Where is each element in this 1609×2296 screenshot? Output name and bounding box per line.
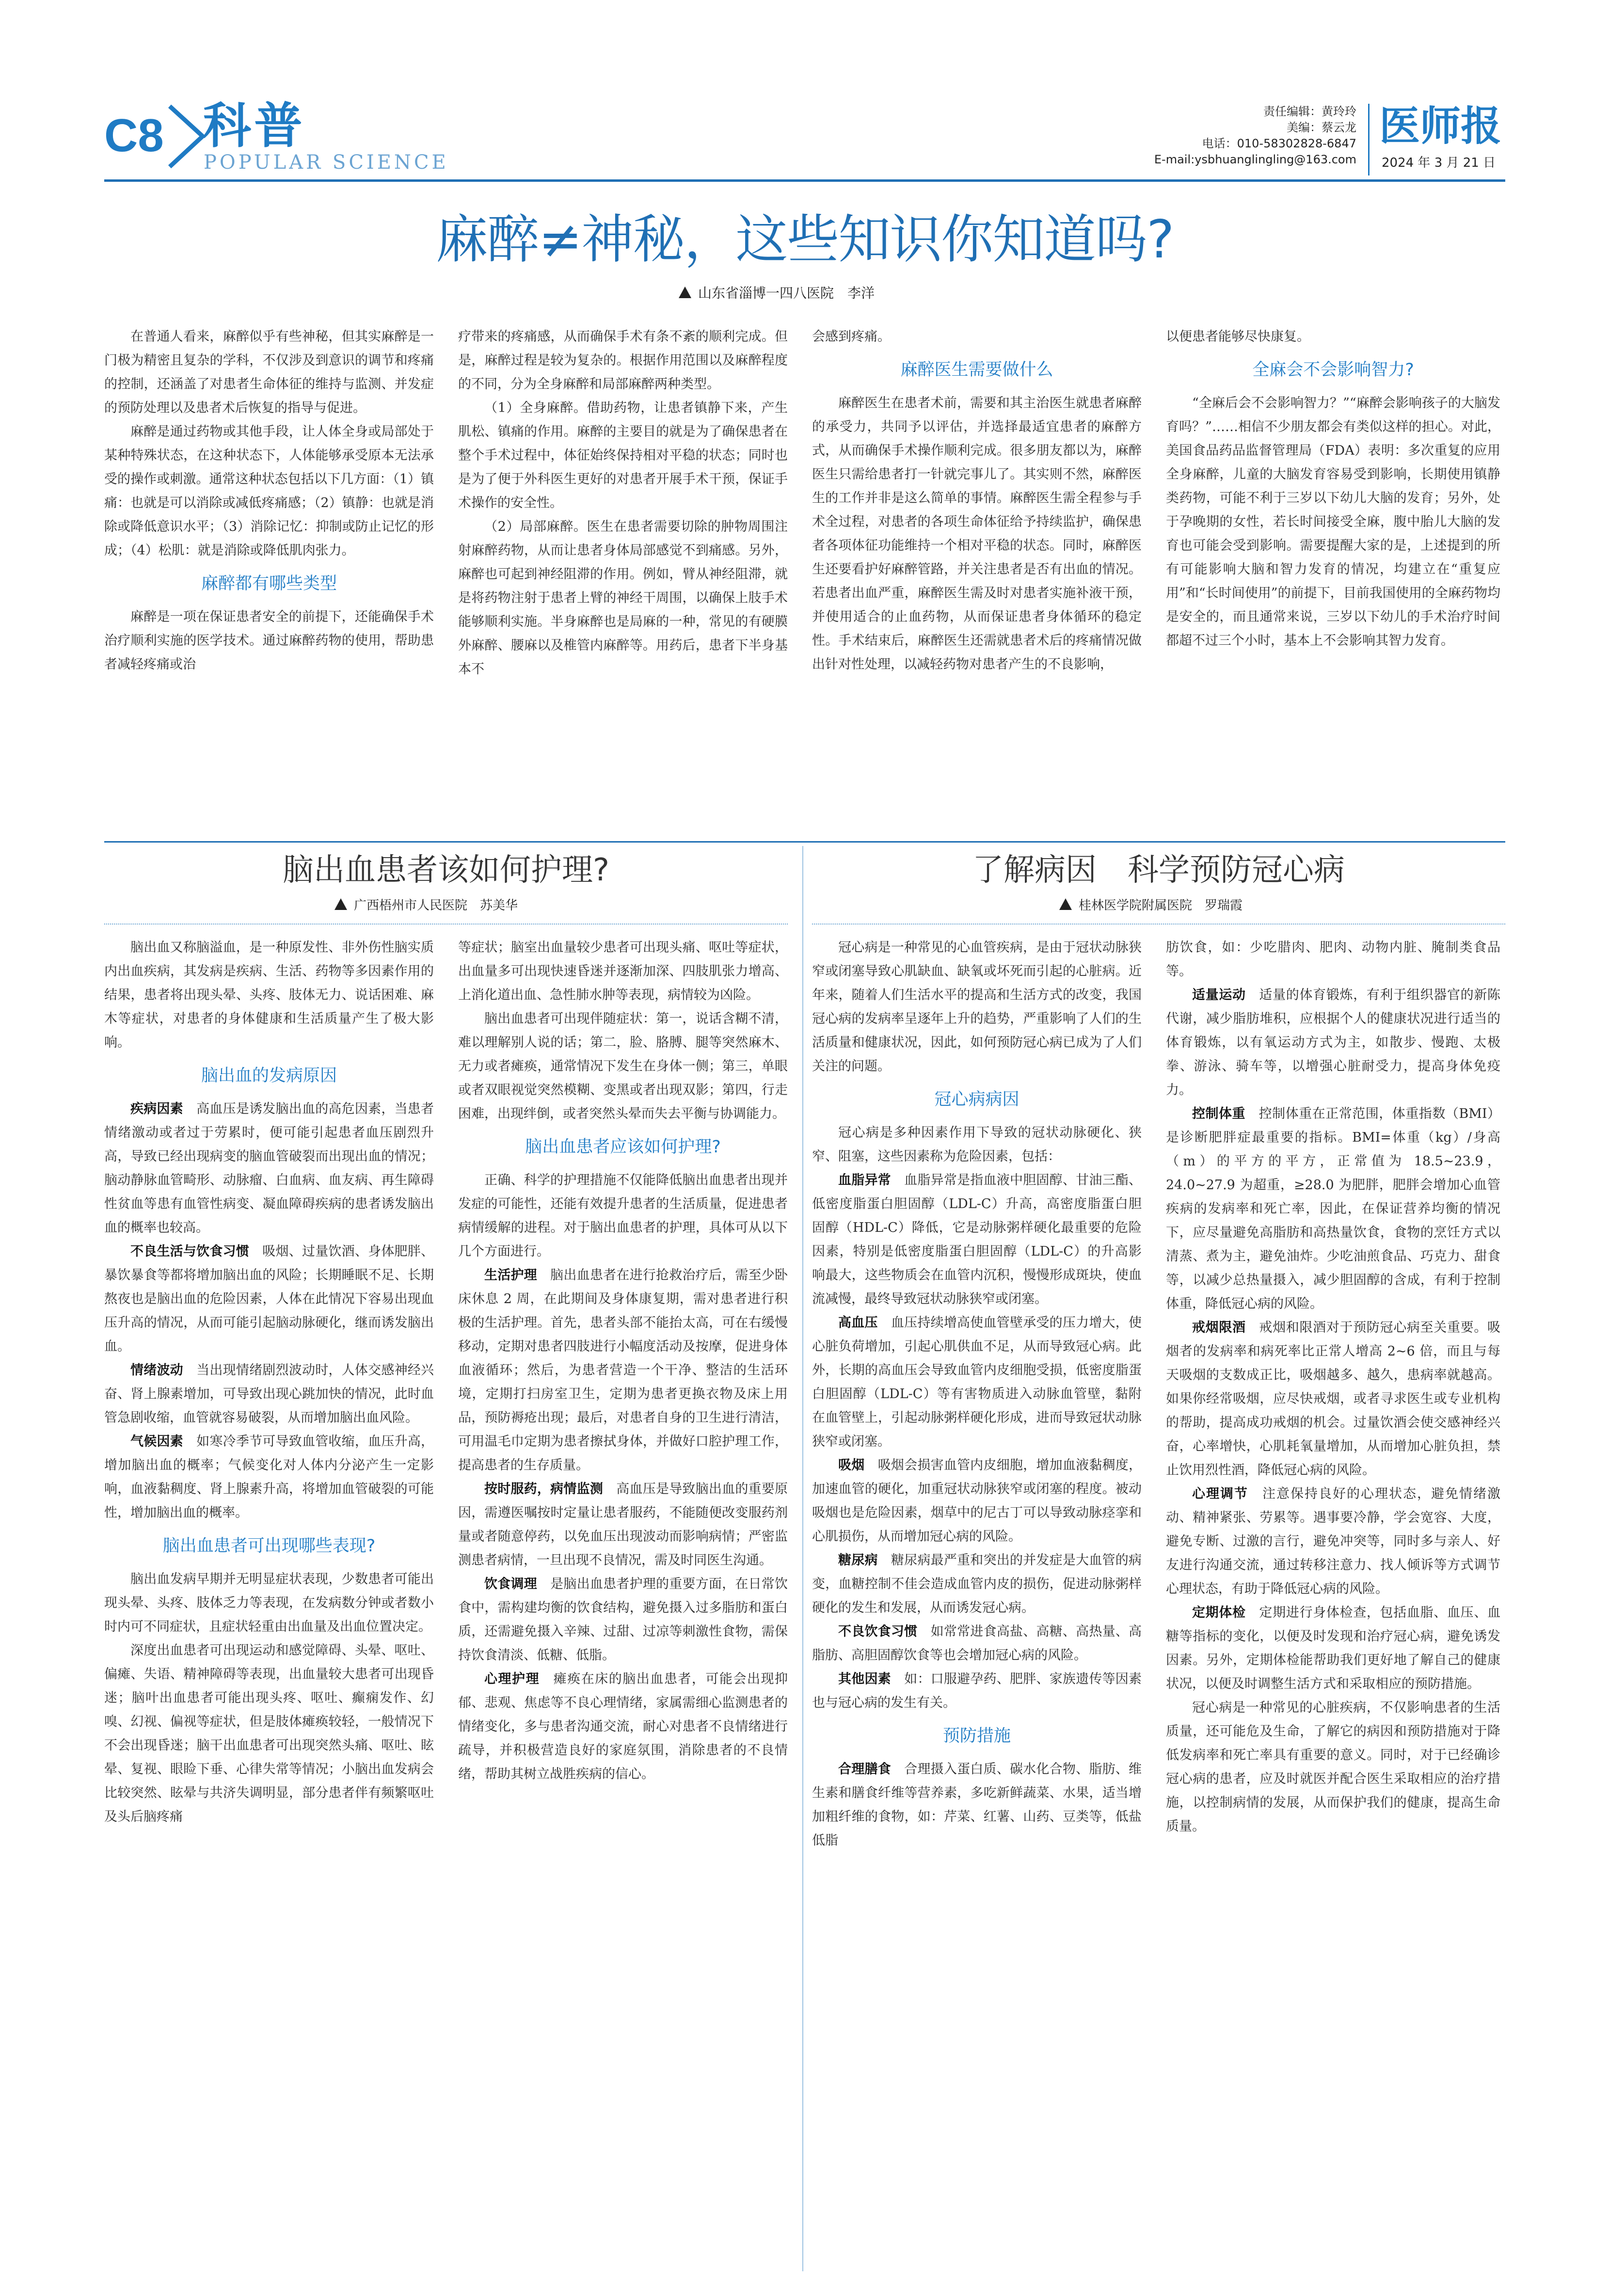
- article-1-col-3: 会感到疼痛。 麻醉医生需要做什么 麻醉医生在患者术前，需要和其主治医生就患者麻醉的承受力，共同予以评估，并选择最适宜患者的麻醉方式，从而确保手术操作顺利完成。很多朋友都以为，麻醉医生只需给患者打一针就完事儿了。其实则不然，麻醉医生的工作并非是这么简单的事情。麻醉医生需全程参与手术全过程，对患者的各项生命体征给予持续监护，确保患者各项体征功能维持一个相对平稳的状态。同时，麻醉医生还要看护好麻醉管路，并关注患者是否有出血的情况。若患者出血严重，麻醉医生需及时对患者实施补液干预，并使用适合的止血药物，从而保证患者身体循环的稳定性。手术结束后，麻醉医生还需就患者术后的疼痛情况做出针对性处理，以减轻药物对患者产生的不良影响，: [812, 329, 1142, 672]
- paragraph-keyword: 高血压: [838, 1315, 878, 1330]
- paragraph-text: 脑出血患者在进行抢救治疗后，需至少卧床休息 2 周，在此期间及身体康复期，需对患者进行积极的生活护理。首先，患者头部不能抬太高，可在右缓慢移动，定期对患者四肢进行小幅度活动及按摩，促进身体血液循环；然后，为患者营造一个干净、整洁的生活环境，定期打扫房室卫生，定期为患者更换衣物及床上用品，预防褥疮出现；最后，对患者自身的卫生进行清洁，可用温毛巾定期为患者擦拭身体，并做好口腔护理工作，提高患者的生存质量。: [458, 1268, 788, 1473]
- paragraph-keyword: 合理膳食: [838, 1762, 891, 1777]
- paragraph: [812, 1168, 1142, 1311]
- paragraph: [104, 1358, 434, 1430]
- article-1-col-2: 疗带来的疼痛感，从而确保手术有条不紊的顺利完成。但是，麻醉过程是较为复杂的。根据作用范围以及麻醉程度的不同，分为全身麻醉和局部麻醉两种类型。 （1）全身麻醉。借助药物，让患者镇静下来，产生肌松、镇痛的作用。麻醉的主要目的就是为了确保患者在整个手术过程中，体征始终保持相对平稳的状态；同时也是为了便于外科医生更好的对患者开展手术干预，保证手术操作的安全性。 （2）局部麻醉。医生在患者需要切除的肿物周围注射麻醉药物，从而让患者身体局部感觉不到痛感。另外，麻醉也可起到神经阻滞的作用。例如，臂从神经阻滞，就是将药物注射于患者上臂的神经干周围，以确保上肢手术能够顺利实施。半身麻醉也是局麻的一种，常见的有硬膜外麻醉、腰麻以及椎管内麻醉等。用药后，患者下半身基本不: [458, 329, 788, 677]
- paragraph-text: 是脑出血患者护理的重要方面，在日常饮食中，需构建均衡的饮食结构，避免摄入过多脂肪和蛋白质，还需避免摄入辛辣、过甜、过凉等刺激性食物，需保持饮食清淡、低糖、低脂。: [458, 1577, 788, 1663]
- article-2-title: 脑出血患者该如何护理?: [283, 852, 609, 888]
- paragraph: [104, 1240, 434, 1358]
- paragraph-text: 吸烟、过量饮酒、身体肥胖、暴饮暴食等都将增加脑出血的风险；长期睡眠不足、长期熬夜也是脑出血的危险因素，人体在此情况下容易出现血压升高的情况，从而可能引起脑动脉硬化，继而诱发脑出血。: [104, 1244, 434, 1354]
- paragraph-keyword: 气候因素: [130, 1434, 183, 1449]
- paragraph: 脑出血发病早期并无明显症状表现，少数患者可能出现头晕、头疼、肢体乏力等表现，在发病数分钟或者数小时内可不同症状，且症状轻重由出血量及出血位置决定。: [104, 1572, 434, 1634]
- subheading: 全麻会不会影响智力?: [1252, 360, 1414, 380]
- paragraph-text: 血压持续增高使血管壁承受的压力增大，使心脏负荷增加，引起心肌供血不足，从而导致冠心病。此外，长期的高血压会导致血管内皮细胞受损，低密度脂蛋白胆固醇（LDL-C）等有害物质进入动脉血管壁，黏附在血管壁上，引起动脉粥样硬化形成，进而导致冠状动脉狭窄或闭塞。: [812, 1315, 1142, 1449]
- paragraph-keyword: 生活护理: [484, 1268, 537, 1283]
- paragraph: [104, 1097, 434, 1240]
- paragraph: [104, 1430, 434, 1525]
- article-2-col-2: [458, 936, 788, 2269]
- paragraph-keyword: 戒烟限酒: [1192, 1320, 1246, 1335]
- article-3-col-2: [1166, 936, 1500, 2269]
- paragraph-keyword: 疾病因素: [130, 1101, 183, 1116]
- issue-date: 2024 年 3 月 21 日: [1382, 156, 1496, 170]
- article-3-byline: [1059, 897, 1243, 914]
- paragraph-text: 正确、科学的护理措施不仅能降低脑出血患者出现并发症的可能性，还能有效提升患者的生活质量，促进患者病情缓解的进程。对于脑出血患者的护理，具体可从以下几个方面进行。: [458, 1173, 788, 1259]
- paragraph-keyword: 心理护理: [484, 1672, 540, 1687]
- paragraph: [1166, 1316, 1500, 1482]
- email: E-mail:ysbhuanglingling@163.com: [1154, 153, 1356, 166]
- page-number: C8: [104, 110, 164, 161]
- paragraph-keyword: 按时服药，病情监测: [484, 1482, 604, 1497]
- paragraph-text: 糖尿病最严重和突出的并发症是大血管的病变，血糖控制不佳会造成血管内皮的损伤，促进动脉粥样硬化的发生和发展，从而诱发冠心病。: [812, 1553, 1142, 1615]
- paragraph-keyword: 不良饮食习惯: [838, 1624, 918, 1639]
- paragraph-text: 当出现情绪剧烈波动时，人体交感神经兴奋、肾上腺素增加，可导致出现心跳加快的情况，此时血管急剧收缩，血管就容易破裂，从而增加脑出血风险。: [104, 1363, 434, 1425]
- subheading: 脑出血的发病原因: [201, 1066, 337, 1085]
- triangle-icon: [1059, 898, 1072, 910]
- article-1-col-4: 以便患者能够尽快康复。 全麻会不会影响智力? “全麻后会不会影响智力？”“麻醉会影响孩子的大脑发育吗？”……相信不少朋友都会有类似这样的担心。对此，美国食品药品监督管理局（FDA）表明：多次重复的应用全身麻醉，儿童的大脑发育容易受到影响，长期使用镇静类药物，可能不利于三岁以下幼儿大脑的发育；另外，处于孕晚期的女性，若长时间接受全麻，腹中胎儿大脑的发育也可能会受到影响。需要提醒大家的是，上述提到的所有可能影响大脑和智力发育的情况，均建立在“重复应用”和“长时间使用”的前提下，目前我国使用的全麻药物均是安全的，而且通常来说，三岁以下幼儿的手术治疗时间都超不过三个小时，基本上不会影响其智力发育。: [1166, 329, 1500, 648]
- article-1-title: 麻醉≠神秘，这些知识你知道吗?: [435, 209, 1174, 270]
- paragraph: 深度出血患者可出现运动和感觉障碍、头晕、呕吐、偏瘫、失语、精神障碍等表现，出血量较大患者可出现昏迷；脑叶出血患者可能出现头疼、呕吐、癫痫发作、幻嗅、幻视、偏视等症状，但是肢体瘫痪较轻，一般情况下不会出现昏迷；脑干出血患者可出现突然头痛、呕吐、眩晕、复视、眼睑下垂、心律失常等情况；小脑出血发病会比较突然、眩晕与共济失调明显，部分患者伴有频繁呕吐及头后脑疼痛: [104, 1643, 434, 1824]
- paragraph-text: 血脂异常是指血液中胆固醇、甘油三酯、低密度脂蛋白胆固醇（LDL-C）升高，高密度脂蛋白胆固醇（HDL-C）降低，它是动脉粥样硬化最重要的危险因素，特别是低密度脂蛋白胆固醇（LDL-C）的升高影响最大，这些物质会在血管内沉积，慢慢形成斑块，使血流减慢，最终导致冠状动脉狭窄或闭塞。: [812, 1173, 1142, 1307]
- paragraph-keyword: 吸烟: [838, 1458, 865, 1473]
- subheading: 预防措施: [942, 1726, 1011, 1746]
- paragraph: 脑出血患者可出现伴随症状：第一，说话含糊不清，难以理解别人说的话；第二，脸、胳膊、腿等突然麻木、无力或者瘫痪，通常情况下发生在身体一侧；第三，单眼或者双眼视觉突然模糊、变黑或者出现双影；第四，行走困难，出现绊倒，或者突然头晕而失去平衡与协调能力。: [458, 1011, 788, 1121]
- triangle-icon: [335, 898, 347, 910]
- article-2-byline: [335, 897, 518, 914]
- article-3-title: 了解病因 科学预防冠心病: [972, 852, 1345, 888]
- paragraph: 冠心病是一种常见的心血管疾病，是由于冠状动脉狭窄或闭塞导致心肌缺血、缺氧或坏死而引起的心脏病。近年来，随着人们生活水平的提高和生活方式的改变，我国冠心病的发病率呈逐年上升的趋势，严重影响了人们的生活质量和健康状况，因此，如何预防冠心病已成为了人们关注的问题。: [812, 940, 1142, 1074]
- divider: [104, 841, 1505, 843]
- paragraph-keyword: 血脂异常: [838, 1173, 891, 1188]
- paragraph-text: 戒烟和限酒对于预防冠心病至关重要。吸烟者的发病率和病死率比正常人增高 2~6 倍，而且与每天吸烟的支数成正比，吸烟越多、越久，患病率就越高。如果你经常吸烟，应尽快戒烟，或者寻求医生或专业机构的帮助，提高成功戒烟的机会。过量饮酒会使交感神经兴奋，心率增快，心肌耗氧量增加，从而增加心脏负担，禁止饮用烈性酒，降低冠心病的风险。: [1166, 1320, 1500, 1478]
- header-divider: [1368, 104, 1370, 175]
- paragraph-keyword: 定期体检: [1192, 1605, 1246, 1620]
- article-3-col-1: [812, 936, 1142, 2269]
- paragraph-text: 控制体重在正常范围，体重指数（BMI）是诊断肥胖症最重要的指标。BMI=体重（kg）/身高（m）的平方的平方，正常值为 18.5~23.9，24.0~27.9 为超重，≥28.0 为肥胖，肥胖会增加心血管疾病的发病率和死亡率，因此，在保证营养均衡的情况下，应尽量避免高脂肪和高热量饮食，食物的烹饪方式以清蒸、煮为主，避免油炸。少吃油煎食品、巧克力、甜食等，以减少总热量摄入，减少胆固醇的含成，有利于控制体重，降低冠心病的风险。: [1166, 1106, 1500, 1311]
- paragraph: [458, 1477, 788, 1572]
- paragraph-text: 高血压是诱发脑出血的高危因素，当患者情绪激动或者过于劳累时，便可能引起患者血压剧烈升高，导致已经出现病变的脑血管破裂而出现出血的情况；脑动静脉血管畸形、动脉瘤、白血病、血友病、再生障碍性贫血等患有血管性病变、凝血障碍疾病的患者诱发脑出血的概率也较高。: [104, 1101, 434, 1235]
- section-english: POPULAR SCIENCE: [204, 151, 449, 174]
- author: 山东省淄博一四八医院 李洋: [698, 285, 875, 301]
- paragraph-text: 合理摄入蛋白质、碳水化合物、脂肪、维生素和膳食纤维等营养素，多吃新鲜蔬菜、水果，适当增加粗纤维的食物，如：芹菜、红薯、山药、豆类等，低盐低脂: [812, 1762, 1142, 1848]
- subheading: 冠心病病因: [934, 1090, 1020, 1109]
- paragraph-text: 如：口服避孕药、肥胖、家族遗传等因素也与冠心病的发生有关。: [812, 1672, 1142, 1710]
- article-1-col-1: 在普通人看来，麻醉似乎有些神秘，但其实麻醉是一门极为精密且复杂的学科，不仅涉及到意识的调节和疼痛的控制，还涵盖了对患者生命体征的维持与监测、并发症的预防处理以及患者术后恢复的指导与促进。 麻醉是通过药物或其他手段，让人体全身或局部处于某种特殊状态，在这种状态下，人体能够承受原本无法承受的操作或刺激。通常这种状态包括以下几方面：（1）镇痛：也就是可以消除或减低疼痛感；（2）镇静：也就是消除或降低意识水平；（3）消除记忆：抑制或防止记忆的形成；（4）松肌：就是消除或降低肌肉张力。 麻醉都有哪些类型 麻醉是一项在保证患者安全的前提下，还能确保手术治疗顺利实施的医学技术。通过麻醉药物的使用，帮助患者减轻疼痛或治: [104, 329, 434, 672]
- author: 广西梧州市人民医院 苏美华: [354, 898, 518, 913]
- paragraph: 等症状；脑室出血量较少患者可出现头痛、呕吐等症状，出血量多可出现快速昏迷并逐渐加深、四肢肌张力增高、上消化道出血、急性肺水肿等表现，病情较为凶险。: [458, 940, 788, 1003]
- phone: 电话：010-58302828-6847: [1202, 137, 1356, 150]
- paragraph-keyword: 饮食调理: [484, 1577, 537, 1592]
- subheading: 脑出血患者可出现哪些表现?: [162, 1536, 376, 1556]
- paragraph-text: 吸烟会损害血管内皮细胞，增加血液黏稠度，加速血管的硬化，加重冠状动脉狭窄或闭塞的程度。被动吸烟也是危险因素，烟草中的尼古丁可以导致动脉痉挛和心肌损伤，从而增加冠心病的风险。: [812, 1458, 1142, 1544]
- header-rule: [104, 179, 1505, 182]
- paragraph: [812, 1620, 1142, 1667]
- paragraph: [1166, 983, 1500, 1102]
- paragraph-text: 定期进行身体检查，包括血脂、血压、血糖等指标的变化，以便及时发现和治疗冠心病，避免诱发因素。另外，定期体检能帮助我们更好地了解自己的健康状况，以便及时调整生活方式和采取相应的预防措施。: [1166, 1605, 1500, 1691]
- editor-info: [1110, 104, 1356, 168]
- paragraph-text: 高血压是导致脑出血的重要原因，需遵医嘱按时定量让患者服药，不能随便改变服药剂量或者随意停药，以免血压出现波动而影响病情；严密监测患者病情，一旦出现不良情况，需及时同医生沟通。: [458, 1482, 788, 1568]
- paragraph: [1166, 1601, 1500, 1696]
- paragraph: [1166, 1696, 1500, 1838]
- dotted-rule: [812, 924, 1505, 925]
- article-1-byline: [679, 284, 875, 303]
- paragraph-keyword: 适量运动: [1192, 988, 1246, 1003]
- article-2-col-1: [104, 936, 434, 2269]
- chevron-icon: [164, 104, 207, 169]
- subheading: 麻醉都有哪些类型: [201, 574, 337, 593]
- paragraph: [812, 1311, 1142, 1453]
- paragraph-text: 如寒冷季节可导致血管收缩，血压升高，增加脑出血的概率；气候变化对人体内分泌产生一定影响，血液黏稠度、肾上腺素升高，将增加血管破裂的可能性，增加脑出血的概率。: [104, 1434, 434, 1520]
- paragraph-keyword: 情绪波动: [130, 1363, 183, 1378]
- paragraph-keyword: 不良生活与饮食习惯: [130, 1244, 250, 1259]
- paragraph: [1166, 936, 1500, 983]
- paragraph: [458, 1263, 788, 1477]
- paragraph-text: 肪饮食，如：少吃腊肉、肥肉、动物内脏、腌制类食品等。: [1166, 940, 1500, 979]
- paragraph: [812, 1757, 1142, 1852]
- subheading: 脑出血患者应该如何护理?: [525, 1137, 721, 1157]
- paragraph: [812, 1548, 1142, 1620]
- paragraph: [458, 1572, 788, 1667]
- column-divider: [802, 846, 803, 2271]
- paragraph-keyword: 心理调节: [1192, 1486, 1248, 1501]
- paragraph-keyword: 糖尿病: [838, 1553, 878, 1568]
- triangle-icon: [679, 287, 691, 298]
- subheading: 麻醉医生需要做什么: [900, 360, 1053, 380]
- paragraph-text: 瘫痪在床的脑出血患者，可能会出现抑郁、悲观、焦虑等不良心理情绪，家属需细心监测患者的情绪变化，多与患者沟通交流，耐心对患者不良情绪进行疏导，并积极营造良好的家庭氛围，消除患者的不良情绪，帮助其树立战胜疾病的信心。: [458, 1672, 788, 1782]
- art-editor: 美编：蔡云龙: [1287, 121, 1356, 134]
- paragraph-text: 冠心病是一种常见的心脏疾病，不仅影响患者的生活质量，还可能危及生命，了解它的病因和预防措施对于降低发病率和死亡率具有重要的意义。同时，对于已经确诊冠心病的患者，应及时就医并配合医生采取相应的治疗措施，以控制病情的发展，从而保护我们的健康，提高生命质量。: [1166, 1700, 1500, 1834]
- paragraph: [1166, 1102, 1500, 1316]
- paragraph: [812, 1667, 1142, 1715]
- editor: 责任编辑：黄玲玲: [1263, 105, 1356, 118]
- paragraph: [812, 1121, 1142, 1168]
- paragraph: [1166, 1482, 1500, 1601]
- paragraph-text: 如常常进食高盐、高糖、高热量、高脂肪、高胆固醇饮食等也会增加冠心病的风险。: [812, 1624, 1142, 1663]
- paragraph-text: 注意保持良好的心理状态，避免情绪激动、精神紧张、劳累等。遇事要冷静，学会宽容、大度，避免专断、过激的言行，避免冲突等，同时多与亲人、好友进行沟通交流，通过转移注意力、找人倾诉等方式调节心理状态，有助于降低冠心病的风险。: [1166, 1486, 1500, 1596]
- dotted-rule: [104, 924, 788, 925]
- paragraph-text: 适量的体育锻炼，有利于组织器官的新陈代谢，减少脂肪堆积，应根据个人的健康状况进行适当的体育锻炼，以有氧运动方式为主，如散步、慢跑、太极拳、游泳、骑车等，以增强心脏耐受力，提高身体免疫力。: [1166, 988, 1500, 1098]
- paragraph: 脑出血又称脑溢血，是一种原发性、非外伤性脑实质内出血疾病，其发病是疾病、生活、药物等多因素作用的结果，患者将出现头晕、头疼、肢体无力、说话困难、麻木等症状，对患者的身体健康和生活质量产生了极大影响。: [104, 940, 434, 1050]
- paragraph-keyword: 其他因素: [838, 1672, 891, 1687]
- section-name: 科普: [203, 97, 305, 154]
- paper-logo: 医师报: [1379, 102, 1502, 150]
- paragraph-text: 冠心病是多种因素作用下导致的冠状动脉硬化、狭窄、阻塞，这些因素称为危险因素，包括：: [812, 1125, 1142, 1164]
- author: 桂林医学院附属医院 罗瑞霞: [1079, 898, 1243, 913]
- paragraph: [458, 1168, 788, 1263]
- paragraph: [458, 1667, 788, 1786]
- paragraph: [812, 1453, 1142, 1548]
- page-header: [0, 0, 1609, 179]
- paragraph-keyword: 控制体重: [1192, 1106, 1246, 1121]
